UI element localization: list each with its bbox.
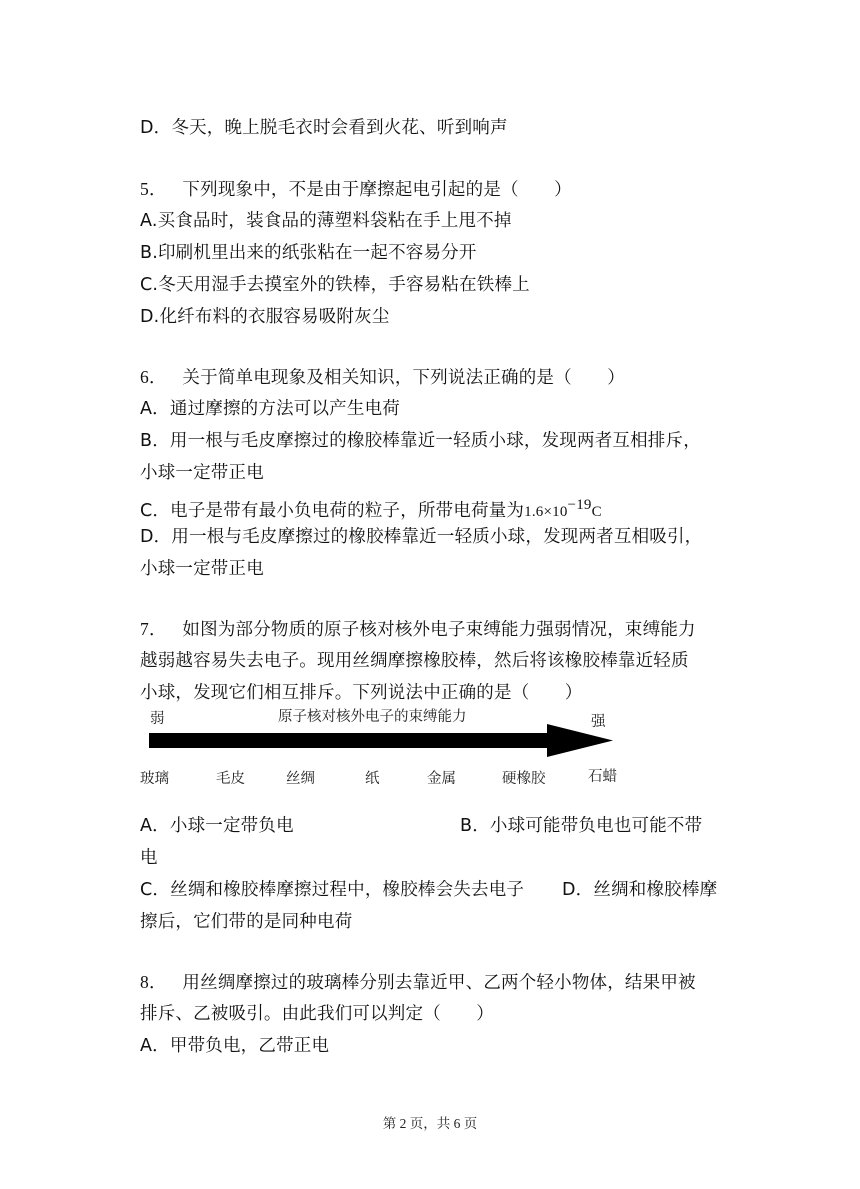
strong-label: 强	[591, 714, 606, 730]
footer-middle: 页，共	[409, 1116, 451, 1132]
q6-option-d-line2: 小球一定带正电	[140, 559, 264, 579]
footer-total-pages: 6	[453, 1116, 461, 1131]
q6-option-a: A．通过摩擦的方法可以产生电荷	[140, 399, 400, 419]
diagram-title: 原子核对核外电子的束缚能力	[278, 709, 467, 725]
material-glass: 玻璃	[140, 771, 169, 787]
q7-number: 7．	[140, 619, 167, 639]
q7-option-a: A．小球一定带负电	[140, 816, 294, 836]
q7-option-c: C．丝绸和橡胶棒摩擦过程中，橡胶棒会失去电子	[140, 880, 525, 900]
charge-unit: C	[591, 504, 602, 520]
q8-stem-line1	[140, 970, 696, 995]
q6-option-c-text: C．电子是带有最小负电荷的粒子，所带电荷量为	[140, 501, 525, 521]
q5-number: 5．	[140, 179, 167, 199]
material-silk: 丝绸	[286, 771, 315, 787]
weak-label: 弱	[150, 711, 165, 727]
q6-option-b-line1: B．用一根与毛皮摩擦过的橡胶棒靠近一轻质小球，发现两者互相排斥，	[140, 431, 701, 451]
q7-option-d-line1: D．丝绸和橡胶棒摩	[562, 880, 718, 900]
q6-option-c	[140, 493, 602, 524]
q5-option-c: C.冬天用湿手去摸室外的铁棒，手容易粘在铁棒上	[140, 275, 530, 295]
material-paraffin: 石蜡	[588, 769, 617, 785]
q8-option-a: A．甲带负电，乙带正电	[140, 1036, 330, 1056]
q8-number: 8．	[140, 972, 167, 992]
q6-stem: 关于简单电现象及相关知识，下列说法正确的是（ ）	[182, 368, 625, 388]
q5-stem-line	[140, 177, 572, 202]
material-metal: 金属	[427, 771, 456, 787]
q7-stem-line3: 小球，发现它们相互排斥。下列说法中正确的是（ ）	[140, 683, 583, 703]
q7-option-d-line2: 擦后，它们带的是同种电荷	[140, 912, 353, 932]
material-paper: 纸	[365, 771, 380, 787]
q5-option-d: D.化纤布料的衣服容易吸附灰尘	[140, 307, 390, 327]
q5-stem: 下列现象中，不是由于摩擦起电引起的是（ ）	[182, 180, 572, 200]
q5-option-b: B.印刷机里出来的纸张粘在一起不容易分开	[140, 243, 477, 263]
q5-option-a: A.买食品时，装食品的薄塑料袋粘在手上甩不掉	[140, 211, 512, 231]
footer-suffix: 页	[463, 1116, 478, 1132]
material-fur: 毛皮	[216, 771, 245, 787]
footer-page-number: 2	[399, 1116, 407, 1131]
q7-option-b-line1: B．小球可能带负电也可能不带	[460, 816, 703, 836]
footer-prefix: 第	[382, 1116, 397, 1132]
charge-value: 1.6×10	[524, 504, 568, 520]
q4-option-d: D．冬天，晚上脱毛衣时会看到火花、听到响声	[140, 118, 508, 138]
q6-number: 6．	[140, 367, 167, 387]
q8-stem-text1: 用丝绸摩擦过的玻璃棒分别去靠近甲、乙两个轻小物体，结果甲被	[182, 973, 696, 993]
page-footer	[0, 1112, 860, 1132]
q7-option-b-line2: 电	[140, 848, 158, 868]
material-hard-rubber: 硬橡胶	[502, 771, 546, 787]
charge-exponent: −19	[567, 497, 592, 513]
q6-option-d-line1: D．用一根与毛皮摩擦过的橡胶棒靠近一轻质小球，发现两者互相吸引，	[140, 527, 703, 547]
q7-stem-text1: 如图为部分物质的原子核对核外电子束缚能力强弱情况，束缚能力	[182, 620, 696, 640]
q8-stem-line2: 排斥、乙被吸引。由此我们可以判定（ ）	[140, 1004, 494, 1024]
q6-option-b-line2: 小球一定带正电	[140, 463, 264, 483]
q7-stem-line2: 越弱越容易失去电子。现用丝绸摩擦橡胶棒，然后将该橡胶棒靠近轻质	[140, 651, 689, 671]
q7-stem-line1	[140, 617, 696, 642]
q6-stem-line	[140, 365, 625, 390]
